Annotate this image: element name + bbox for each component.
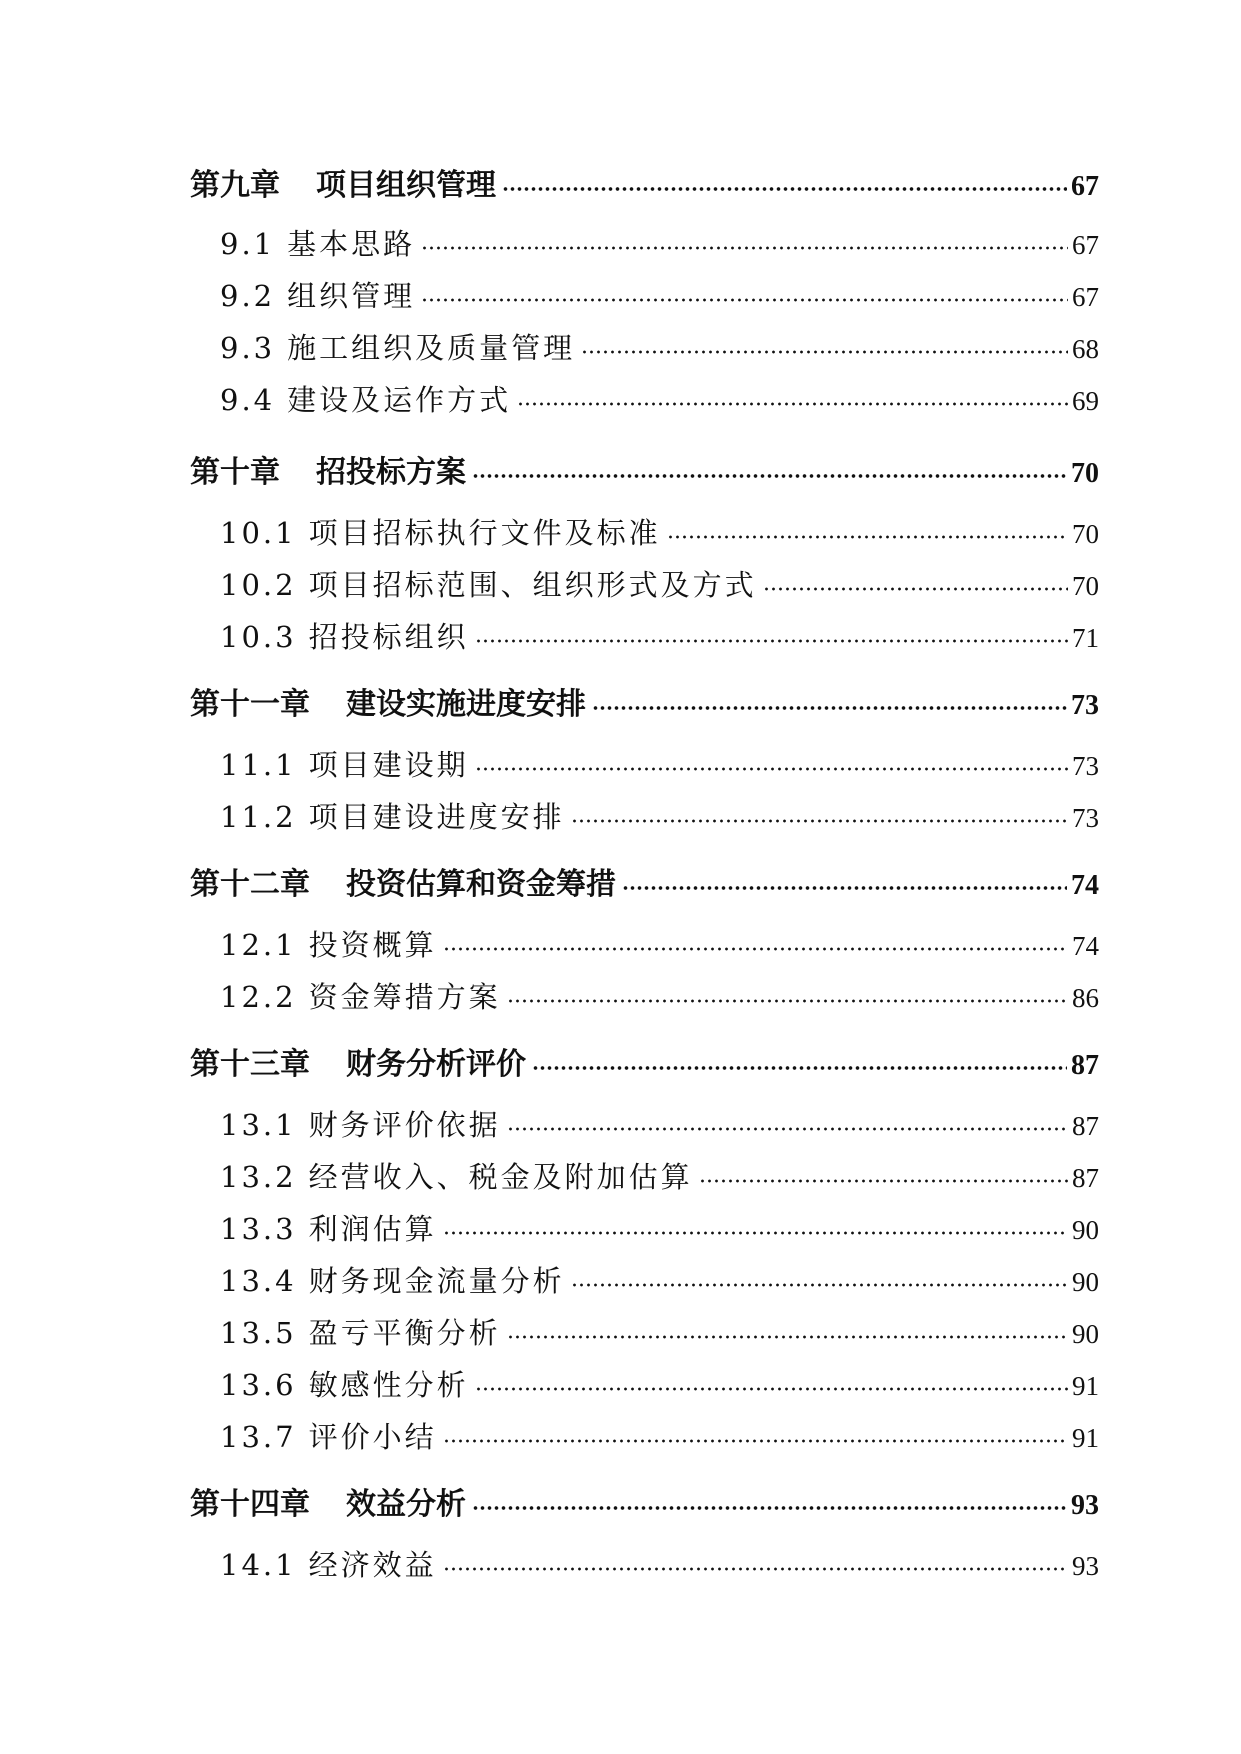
toc-section-9-4[interactable] [220,378,1099,419]
toc-section-13-2[interactable] [220,1155,1099,1196]
toc-entry-title: 项目建设期 [308,748,469,782]
toc-section-12-1[interactable] [220,923,1099,964]
dot-leader [443,1567,1068,1571]
toc-entry-title: 利润估算 [308,1212,437,1246]
dot-leader [502,187,1067,191]
toc-section-9-1[interactable] [220,222,1099,263]
toc-entry-page: 73 [1072,751,1099,781]
toc-entry-number: 10.2 [220,568,297,602]
toc-section-13-1[interactable] [220,1103,1099,1144]
toc-entry-number: 12.2 [220,980,297,1014]
toc-section-10-3[interactable] [220,615,1099,656]
toc-entry-title: 敏感性分析 [308,1368,469,1402]
toc-entry-number: 13.5 [220,1316,297,1350]
toc-entry-title: 组织管理 [287,279,416,313]
dot-leader [532,1066,1067,1070]
toc-chapter-10[interactable] [190,447,1099,491]
dot-leader [443,947,1068,951]
toc-entry-title: 项目组织管理 [316,168,496,203]
toc-entry-page: 74 [1071,870,1099,901]
toc-entry-number: 10.1 [220,516,297,550]
toc-entry-page: 73 [1071,690,1099,721]
toc-section-9-2[interactable] [220,274,1099,315]
toc-chapter-13[interactable] [190,1039,1099,1083]
toc-entry-page: 73 [1072,803,1099,833]
toc-entry-page: 70 [1072,519,1099,549]
dot-leader [622,886,1067,890]
toc-entry-title: 评价小结 [308,1420,437,1454]
toc-entry-page: 90 [1072,1319,1099,1349]
toc-entry-title: 资金筹措方案 [308,980,501,1014]
toc-entry-title: 财务评价依据 [308,1108,501,1142]
toc-chapter-12[interactable] [190,859,1099,903]
toc-entry-number: 9.1 [220,227,276,261]
toc-entry-number: 13.1 [220,1108,297,1142]
dot-leader [592,706,1067,710]
toc-entry-number: 13.7 [220,1420,297,1454]
toc-entry-number: 13.4 [220,1264,297,1298]
toc-section-13-6[interactable] [220,1363,1099,1404]
toc-entry-page: 69 [1072,386,1099,416]
toc-section-13-5[interactable] [220,1311,1099,1352]
toc-entry-page: 70 [1071,458,1099,489]
toc-entry-number: 11.2 [220,800,297,834]
toc-entry-page: 74 [1072,931,1099,961]
dot-leader [475,1387,1068,1391]
toc-entry-number: 第十三章 [190,1047,310,1082]
toc-entry-number: 9.2 [220,279,276,313]
toc-entry-title: 经营收入、税金及附加估算 [308,1160,693,1194]
toc-entry-page: 87 [1072,1111,1099,1141]
toc-section-10-1[interactable] [220,511,1099,552]
toc-section-12-2[interactable] [220,975,1099,1016]
toc-section-11-1[interactable] [220,743,1099,784]
toc-entry-title: 项目招标执行文件及标准 [308,516,661,550]
toc-entry-page: 70 [1072,571,1099,601]
toc-entry-page: 87 [1071,1050,1099,1081]
dot-leader [571,1283,1068,1287]
toc-entry-page: 91 [1072,1371,1099,1401]
dot-leader [571,819,1068,823]
dot-leader [475,639,1068,643]
dot-leader [517,402,1068,406]
toc-entry-number: 9.3 [220,331,276,365]
dot-leader [472,1506,1067,1510]
toc-entry-title: 财务现金流量分析 [308,1264,565,1298]
toc-entry-number: 11.1 [220,748,297,782]
toc-chapter-11[interactable] [190,679,1099,723]
dot-leader [443,1231,1068,1235]
toc-chapter-9[interactable] [190,160,1099,204]
toc-entry-number: 9.4 [220,383,276,417]
toc-entry-number: 第九章 [190,168,280,203]
dot-leader [763,587,1068,591]
toc-section-13-3[interactable] [220,1207,1099,1248]
toc-section-13-4[interactable] [220,1259,1099,1300]
toc-entry-title: 项目建设进度安排 [308,800,565,834]
toc-entry-title: 盈亏平衡分析 [308,1316,501,1350]
toc-entry-page: 68 [1072,334,1099,364]
toc-entry-number: 第十二章 [190,867,310,902]
toc-section-11-2[interactable] [220,795,1099,836]
dot-leader [667,535,1068,539]
toc-entry-title: 投资概算 [308,928,437,962]
toc-section-13-7[interactable] [220,1415,1099,1456]
toc-entry-title: 投资估算和资金筹措 [346,867,616,902]
toc-entry-title: 招投标方案 [316,455,466,490]
dot-leader [475,767,1068,771]
toc-entry-page: 87 [1072,1163,1099,1193]
toc-entry-title: 施工组织及质量管理 [287,331,576,365]
dot-leader [421,246,1068,250]
toc-entry-page: 71 [1072,623,1099,653]
dot-leader [581,350,1068,354]
toc-entry-title: 建设及运作方式 [287,383,512,417]
dot-leader [443,1439,1068,1443]
toc-entry-title: 基本思路 [287,227,416,261]
toc-entry-number: 第十四章 [190,1487,310,1522]
toc-entry-number: 13.6 [220,1368,297,1402]
toc-entry-number: 13.3 [220,1212,297,1246]
toc-entry-page: 93 [1071,1490,1099,1521]
toc-entry-title: 经济效益 [308,1548,437,1582]
toc-entry-number: 13.2 [220,1160,297,1194]
toc-entry-page: 67 [1072,230,1099,260]
toc-entry-title: 项目招标范围、组织形式及方式 [308,568,757,602]
dot-leader [699,1179,1068,1183]
toc-entry-number: 第十章 [190,455,280,490]
dot-leader [421,298,1068,302]
toc-section-14-1[interactable] [220,1543,1099,1584]
dot-leader [472,474,1067,478]
toc-entry-number: 12.1 [220,928,297,962]
toc-entry-number: 10.3 [220,620,297,654]
toc-entry-page: 67 [1071,171,1099,202]
toc-entry-page: 86 [1072,983,1099,1013]
toc-entry-page: 91 [1072,1423,1099,1453]
toc-section-9-3[interactable] [220,326,1099,367]
toc-entry-number: 第十一章 [190,687,310,722]
toc-entry-title: 招投标组织 [308,620,469,654]
toc-entry-page: 90 [1072,1267,1099,1297]
toc-entry-page: 90 [1072,1215,1099,1245]
dot-leader [507,1127,1068,1131]
toc-entry-page: 93 [1072,1551,1099,1581]
toc-entry-page: 67 [1072,282,1099,312]
toc-entry-title: 效益分析 [346,1487,466,1522]
dot-leader [507,999,1068,1003]
dot-leader [507,1335,1068,1339]
toc-entry-title: 建设实施进度安排 [346,687,586,722]
toc-entry-title: 财务分析评价 [346,1047,526,1082]
toc-entry-number: 14.1 [220,1548,297,1582]
toc-chapter-14[interactable] [190,1479,1099,1523]
toc-section-10-2[interactable] [220,563,1099,604]
